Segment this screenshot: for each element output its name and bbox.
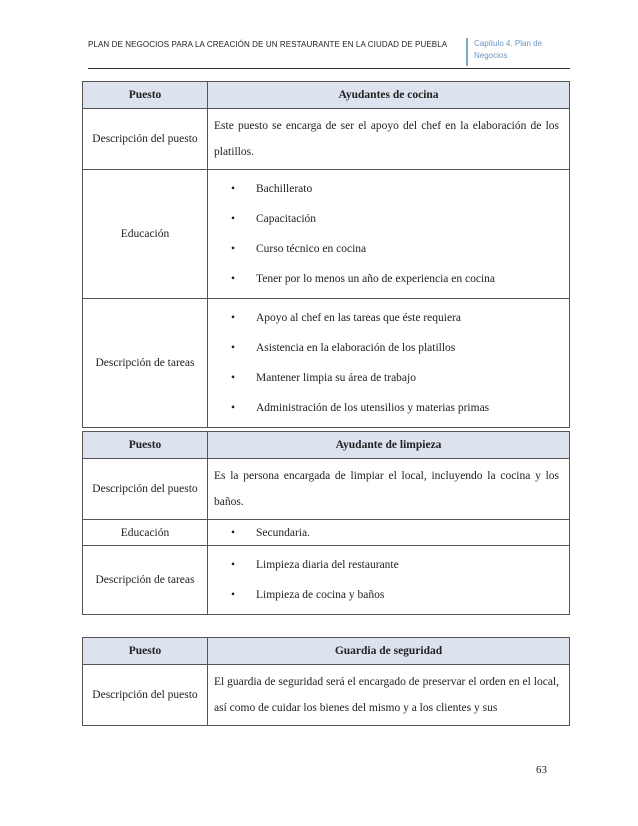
list-item: • Secundaria. (228, 521, 559, 545)
row-content (208, 665, 570, 726)
column-header-puesto: Puesto (83, 82, 208, 109)
page-number: 63 (536, 764, 547, 776)
row-label: Descripción de tareas (83, 299, 208, 428)
row-label: Educación (83, 520, 208, 546)
bullet-icon: • (231, 342, 236, 354)
bullet-icon: • (231, 243, 236, 255)
list-item: • Apoyo al chef en las tareas que éste requiera (228, 303, 559, 333)
row-content (208, 109, 570, 170)
list-item: • Bachillerato (228, 174, 559, 204)
education-list (214, 174, 559, 294)
row-label: Descripción del puesto (83, 459, 208, 520)
row-label: Educación (83, 170, 208, 299)
education-list (214, 521, 559, 545)
table-header-row (83, 432, 570, 459)
job-description: Es la persona encargada de limpiar el local, incluyendo la cocina y los baños. (214, 470, 559, 508)
table-header-row (83, 82, 570, 109)
bullet-icon: • (231, 312, 236, 324)
row-content (208, 299, 570, 428)
row-label: Descripción del puesto (83, 109, 208, 170)
document-title: PLAN DE NEGOCIOS PARA LA CREACIÓN DE UN RESTAURANTE EN LA CIUDAD DE PUEBLA (88, 40, 448, 49)
bullet-icon: • (231, 273, 236, 285)
table-row (83, 459, 570, 520)
list-item: • Limpieza de cocina y baños (228, 580, 559, 610)
row-label: Descripción del puesto (83, 665, 208, 726)
bullet-icon: • (231, 183, 236, 195)
table-row (83, 299, 570, 428)
job-description: Este puesto se encarga de ser el apoyo del chef en la elaboración de los platillos. (214, 120, 559, 158)
row-content (208, 459, 570, 520)
page-header (88, 38, 570, 66)
table-row (83, 170, 570, 299)
list-item: • Tener por lo menos un año de experiencia en cocina (228, 264, 559, 294)
chapter-label-line1: Capítulo 4. Plan de (474, 39, 543, 48)
row-label: Descripción de tareas (83, 546, 208, 615)
chapter-label (466, 38, 570, 66)
job-table-cleaning-assistant (82, 431, 570, 615)
chapter-label-line2: Negocios (474, 51, 508, 60)
bullet-icon: • (231, 589, 236, 601)
table-row (83, 546, 570, 615)
table-header-row (83, 638, 570, 665)
job-table-kitchen-assistants (82, 81, 570, 428)
column-header-puesto: Puesto (83, 432, 208, 459)
header-divider (88, 68, 570, 69)
bullet-icon: • (231, 402, 236, 414)
position-title: Ayudantes de cocina (208, 82, 570, 109)
bullet-icon: • (231, 372, 236, 384)
list-item: • Mantener limpia su área de trabajo (228, 363, 559, 393)
tasks-list (214, 550, 559, 610)
position-title: Guardia de seguridad (208, 638, 570, 665)
list-item: • Limpieza diaria del restaurante (228, 550, 559, 580)
position-title: Ayudante de limpieza (208, 432, 570, 459)
table-row (83, 520, 570, 546)
row-content (208, 546, 570, 615)
list-item: • Capacitación (228, 204, 559, 234)
table-row (83, 109, 570, 170)
list-item: • Curso técnico en cocina (228, 234, 559, 264)
column-header-puesto: Puesto (83, 638, 208, 665)
bullet-icon: • (231, 526, 236, 539)
job-description: El guardia de seguridad será el encargado de preservar el orden en el local, así como de cuidar los bienes del mismo y a los clientes y sus (214, 676, 559, 714)
table-row (83, 665, 570, 726)
row-content (208, 170, 570, 299)
bullet-icon: • (231, 559, 236, 571)
tasks-list (214, 303, 559, 423)
list-item: • Asistencia en la elaboración de los platillos (228, 333, 559, 363)
bullet-icon: • (231, 213, 236, 225)
job-table-security-guard (82, 637, 570, 726)
row-content (208, 520, 570, 546)
list-item: • Administración de los utensilios y materias primas (228, 393, 559, 423)
